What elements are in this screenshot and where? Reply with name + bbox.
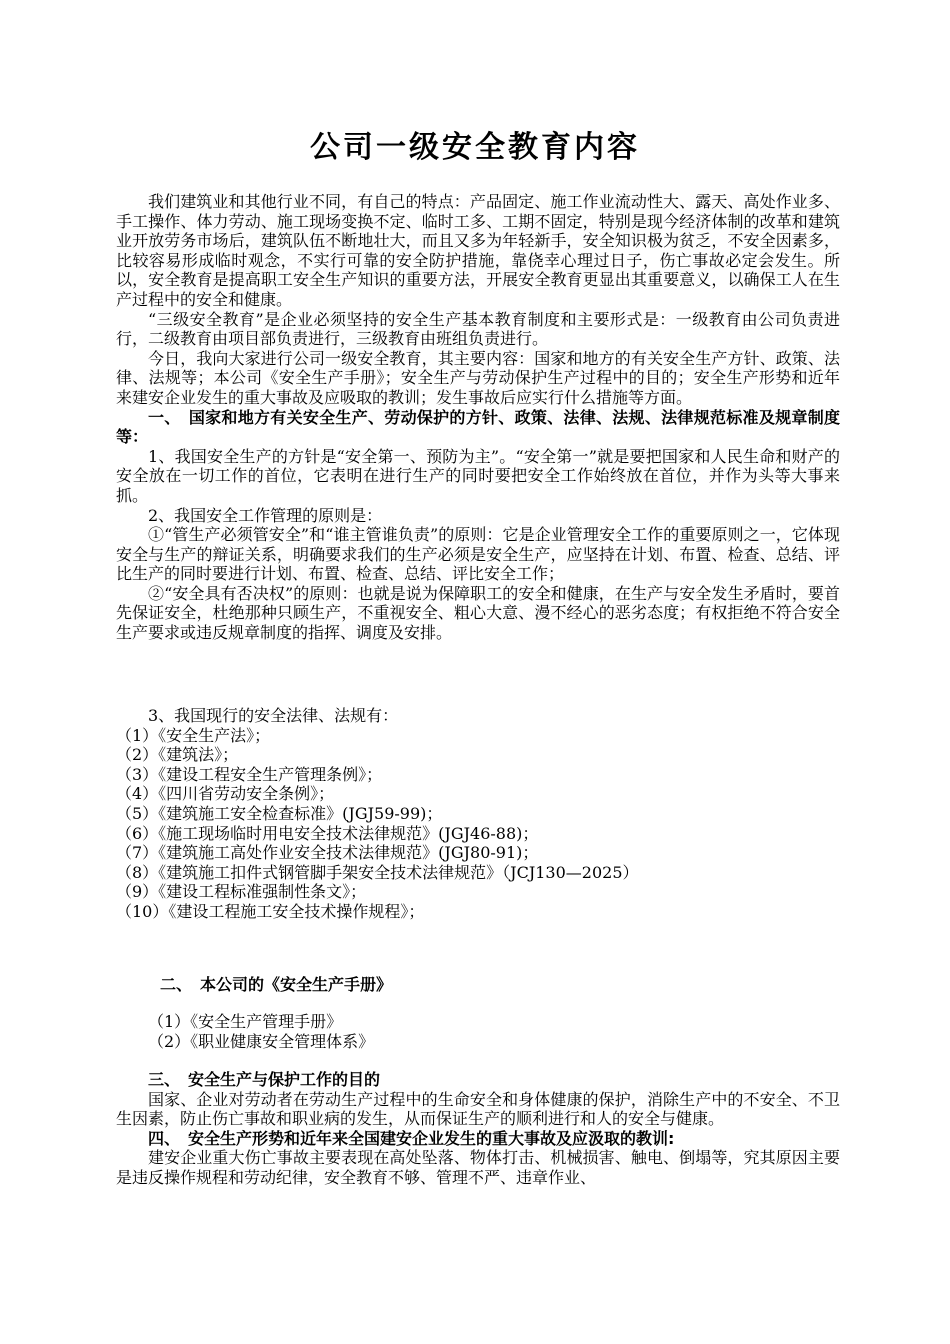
- section-1-item-2a: ①“管生产必须管安全”和“谁主管谁负责”的原则：它是企业管理安全工作的重要原则之一，它体现安全与生产的辩证关系，明确要求我们的生产必须是安全生产，应坚持在计划、布置、检查、总结、评比生产的同时要进行计划、布置、检查、总结、评比安全工作；: [116, 525, 840, 584]
- section-1-item-2: 2、我国安全工作管理的原则是：: [148, 505, 383, 525]
- section-3-4-block: [116, 1070, 840, 1188]
- document-title: 公司一级安全教育内容: [310, 130, 640, 165]
- law-item: （8）《建筑施工扣件式钢管脚手架安全技术法律规范》（JCJ130—2025）: [116, 862, 639, 882]
- manual-item: （1）《安全生产管理手册》: [148, 1012, 343, 1031]
- section-1-heading: 一、 国家和地方有关安全生产、劳动保护的方针、政策、法律、法规、法律规范标准及规章制度等：: [116, 407, 840, 447]
- intro-paragraph-2: “三级安全教育”是企业必须坚持的安全生产基本教育制度和主要形式是：一级教育由公司负责进行，二级教育由项目部负责进行，三级教育由班组负责进行。: [116, 309, 840, 349]
- section-3-heading: 三、 安全生产与保护工作的目的: [148, 1070, 381, 1089]
- law-item: （6）《施工现场临时用电安全技术法律规范》(JGJ46-88)；: [116, 823, 539, 843]
- section-2-heading: 二、 本公司的《安全生产手册》: [160, 975, 393, 994]
- law-item: （10）《建设工程施工安全技术操作规程》；: [116, 901, 425, 921]
- intro-paragraph-3: 今日，我向大家进行公司一级安全教育，其主要内容：国家和地方的有关安全生产方针、政策、法律、法规等；本公司《安全生产手册》；安全生产与劳动保护生产过程中的目的；安全生产形势和近年来建安企业发生的重大事故及应吸取的教训；发生事故后应实行什么措施等方面。: [116, 348, 840, 407]
- section-1-item-1: 1、我国安全生产的方针是“安全第一、预防为主”。“安全第一”就是要把国家和人民生命和财产的安全放在一切工作的首位，它表明在进行生产的同时要把安全工作始终放在首位，并作为头等大事来抓。: [116, 446, 840, 505]
- section-1-item-3: 3、我国现行的安全法律、法规有：: [148, 706, 399, 725]
- manual-list: [148, 1012, 374, 1052]
- law-item: （4）《四川省劳动安全条例》；: [116, 784, 335, 804]
- section-4-text: 建安企业重大伤亡事故主要表现在高处坠落、物体打击、机械损害、触电、倒塌等，究其原因主要是违反操作规程和劳动纪律，安全教育不够、管理不严、违章作业、: [116, 1148, 840, 1187]
- law-item: （9）《建设工程标准强制性条文》；: [116, 882, 367, 902]
- section-1-item-2b: ②“安全具有否决权”的原则：也就是说为保障职工的安全和健康，在生产与安全发生矛盾时，要首先保证安全，杜绝那种只顾生产，不重视安全、粗心大意、漫不经心的恶劣态度；有权拒绝不符合安全生产要求或违反规章制度的指挥、调度及安排。: [116, 583, 840, 643]
- manual-item: （2）《职业健康安全管理体系》: [148, 1032, 375, 1051]
- intro-paragraph-1: 我们建筑业和其他行业不同，有自己的特点：产品固定、施工作业流动性大、露天、高处作业多、手工操作、体力劳动、施工现场变换不定、临时工多、工期不固定，特别是现今经济体制的改革和建筑业开放劳务市场后，建筑队伍不断地壮大，而且又多为年轻新手，安全知识极为贫乏，不安全因素多，比较容易形成临时观念，不实行可靠的安全防护措施，靠侥幸心理过日子，伤亡事故必定会发生。所以，安全教育是提高职工安全生产知识的重要方法，开展安全教育更显出其重要意义，以确保工人在生产过程中的安全和健康。: [116, 192, 840, 309]
- law-item: （5）《建筑施工安全检查标准》(JGJ59-99)；: [116, 803, 443, 823]
- law-item: （3）《建设工程安全生产管理条例》；: [116, 764, 383, 784]
- law-item: （2）《建筑法》；: [116, 745, 239, 765]
- section-3-text: 国家、企业对劳动者在劳动生产过程中的生命安全和身体健康的保护，消除生产中的不安全、不卫生因素，防止伤亡事故和职业病的发生，从而保证生产的顺利进行和人的安全与健康。: [116, 1089, 840, 1129]
- law-item: （1）《安全生产法》；: [116, 725, 271, 745]
- intro-block: [116, 192, 840, 643]
- law-item: （7）《建筑施工高处作业安全技术法律规范》(JGJ80-91)；: [116, 843, 539, 863]
- section-4-heading: 四、 安全生产形势和近年来全国建安企业发生的重大事故及应汲取的教训:: [148, 1128, 675, 1148]
- laws-block: [116, 706, 840, 922]
